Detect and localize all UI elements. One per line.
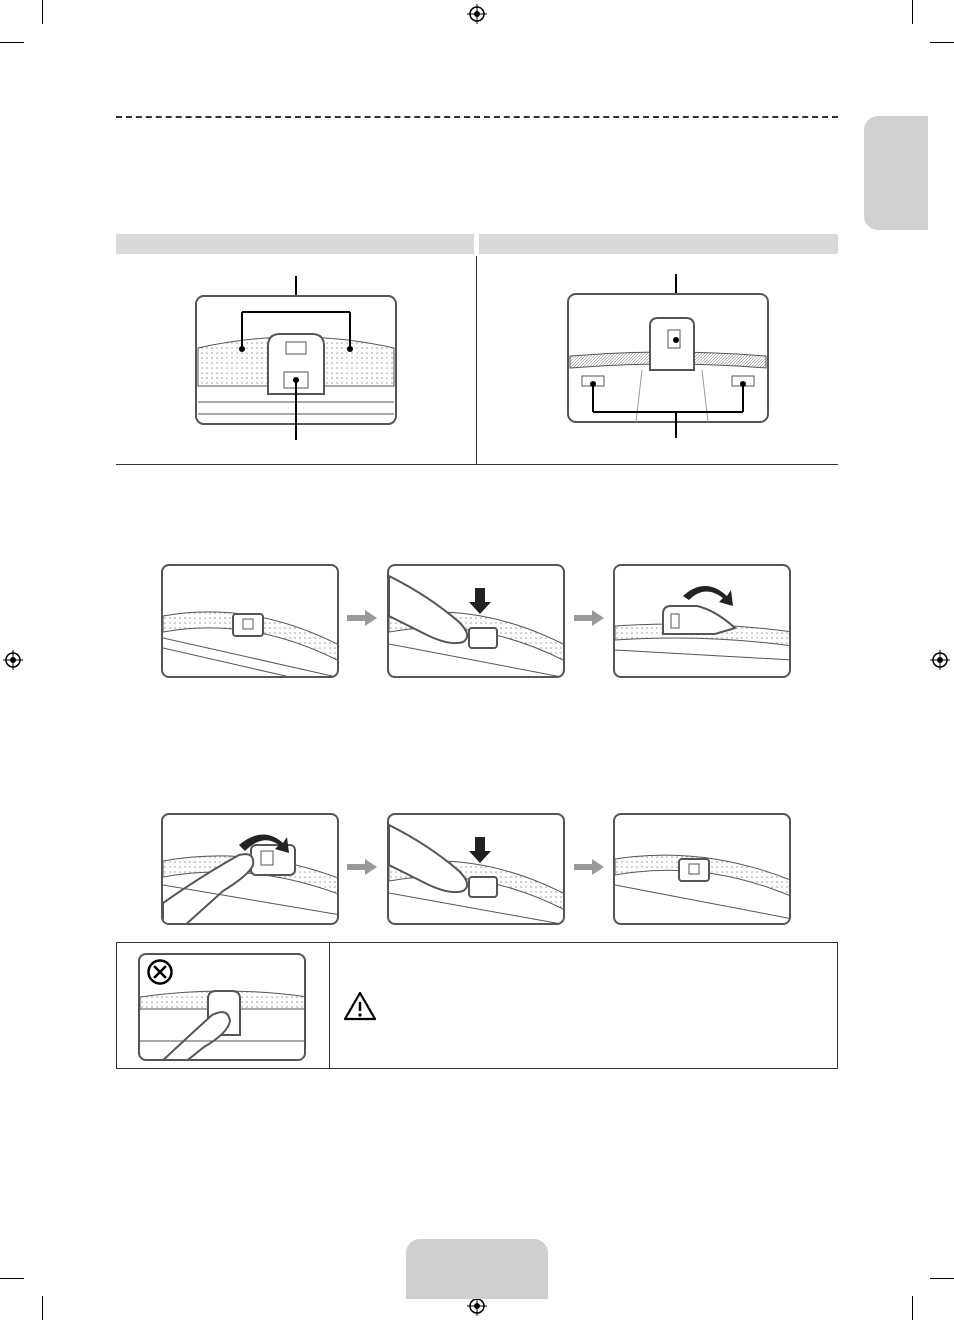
attach-step-2-panel bbox=[387, 813, 565, 925]
attach-step-3-panel bbox=[613, 813, 791, 925]
figure-column-divider bbox=[476, 256, 477, 464]
arrow-right-icon bbox=[347, 859, 377, 875]
registration-mark-icon bbox=[930, 650, 950, 670]
figure-bottom-rule bbox=[116, 464, 838, 465]
arrow-right-icon bbox=[347, 610, 377, 626]
section-divider bbox=[116, 116, 838, 118]
crop-mark bbox=[42, 1296, 43, 1320]
attach-step-1-panel bbox=[161, 813, 339, 925]
registration-mark-icon bbox=[467, 1296, 487, 1316]
crop-mark bbox=[912, 1296, 913, 1320]
warning-triangle-icon bbox=[342, 990, 378, 1022]
stand-front-illustration bbox=[190, 276, 402, 440]
registration-mark-icon bbox=[467, 4, 487, 24]
page-number-tab bbox=[406, 1239, 548, 1299]
crop-mark bbox=[42, 0, 43, 24]
caution-divider bbox=[329, 942, 330, 1069]
arrow-right-icon bbox=[574, 610, 604, 626]
crop-mark bbox=[930, 1278, 954, 1279]
right-figure-header bbox=[479, 234, 838, 254]
stand-rear-illustration bbox=[562, 274, 774, 438]
crop-mark bbox=[930, 42, 954, 43]
remove-step-1-panel bbox=[161, 564, 339, 678]
remove-step-2-panel bbox=[387, 564, 565, 678]
remove-step-3-panel bbox=[613, 564, 791, 678]
crop-mark bbox=[0, 42, 24, 43]
crop-mark bbox=[912, 0, 913, 24]
prohibited-icon bbox=[146, 958, 174, 986]
registration-mark-icon bbox=[3, 650, 23, 670]
left-figure-header bbox=[116, 234, 474, 254]
language-tab bbox=[864, 116, 928, 230]
crop-mark bbox=[0, 1278, 24, 1279]
arrow-right-icon bbox=[574, 859, 604, 875]
